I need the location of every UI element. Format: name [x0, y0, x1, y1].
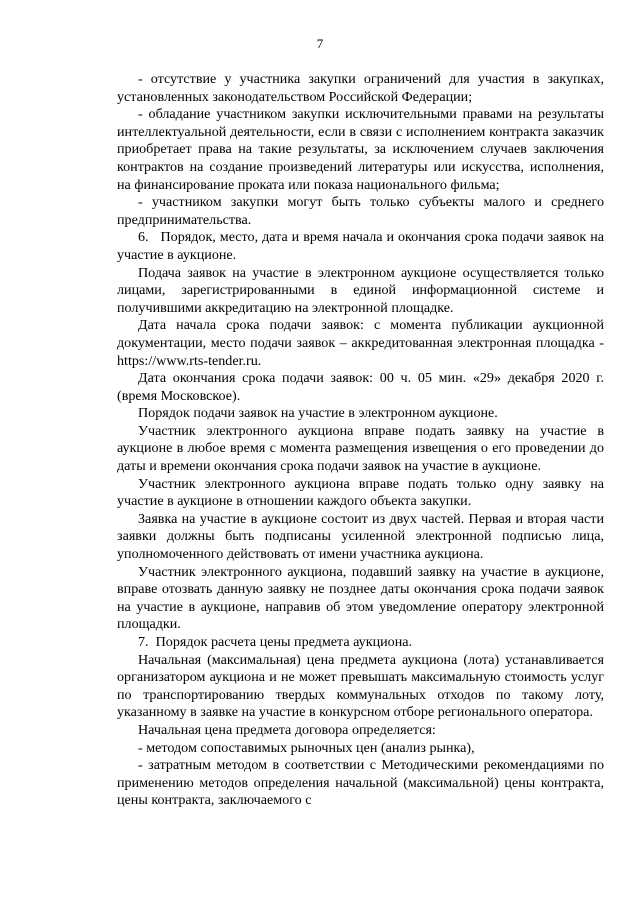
paragraph-with-link: [117, 317, 604, 370]
paragraph-text: Дата начала срока подачи заявок: с момента публикации аукционной документации, место подачи заявок – аккредитованная электронная площадка -: [117, 317, 604, 351]
paragraph: - отсутствие у участника закупки ограничений для участия в закупках, установленных законодательством Российской Федерации;: [117, 71, 604, 105]
paragraph: Участник электронного аукциона вправе подать только одну заявку на участие в аукционе в отношении каждого объекта закупки.: [117, 475, 604, 510]
document-body: [117, 71, 604, 810]
paragraph: Участник электронного аукциона вправе подать заявку на участие в аукционе в любое время с момента размещения извещения о его проведении до даты и времени окончания срока подачи заявок на участие в аукционе.: [117, 422, 604, 475]
paragraph: - участником закупки могут быть только субъекты малого и среднего предпринимательства.: [117, 194, 604, 228]
rts-tender-link[interactable]: https://www.rts-tender.ru: [117, 352, 258, 369]
paragraph: - обладание участником закупки исключительными правами на результаты интеллектуальной деятельности, если в связи с исполнением контракта заказчик приобретает права на такие результаты, за исключением случаев заключения контрактов на создание произведений литературы или искусства, исполнения, на финансирование проката или показа национального фильма;: [117, 106, 604, 193]
paragraph: Подача заявок на участие в электронном аукционе осуществляется только лицами, зарегистрированными в единой информационной системе и получившими аккредитацию на электронной площадке.: [117, 264, 604, 316]
paragraph: Заявка на участие в аукционе состоит из двух частей. Первая и вторая части заявки должны быть подписаны усиленной электронной подписью лица, уполномоченного действовать от имени участника аукциона.: [117, 510, 604, 563]
paragraph: Дата окончания срока подачи заявок: 00 ч. 05 мин. «29» декабря 2020 г. (время Московское).: [117, 370, 604, 404]
paragraph: - затратным методом в соответствии с Методическими рекомендациями по применению методов определения начальной (максимальной) цены контракта, цены контракта, заключаемого с: [117, 757, 604, 809]
paragraph-text: .: [257, 352, 262, 369]
paragraph: - методом сопоставимых рыночных цен (анализ рынка),: [138, 739, 475, 756]
section-heading-6: 6. Порядок, место, дата и время начала и окончания срока подачи заявок на участие в аукционе.: [117, 229, 604, 263]
paragraph: Начальная (максимальная) цена предмета аукциона (лота) устанавливается организатором аукциона и не может превышать максимальную стоимость услуг по транспортированию твердых коммунальных отходов по такому лоту, указанному в заявке на участие в конкурсном отборе регионального оператора.: [117, 651, 604, 721]
section-heading-7: 7. Порядок расчета цены предмета аукциона.: [138, 634, 413, 650]
page-number: 7: [316, 36, 324, 51]
paragraph: Начальная цена предмета договора определяется:: [138, 721, 436, 738]
paragraph: Участник электронного аукциона, подавший заявку на участие в аукционе, вправе отозвать данную заявку не позднее даты окончания срока подачи заявок на участие в аукционе, направив об этом уведомление оператору электронной площадки.: [117, 563, 604, 633]
paragraph: Порядок подачи заявок на участие в электронном аукционе.: [138, 405, 498, 422]
